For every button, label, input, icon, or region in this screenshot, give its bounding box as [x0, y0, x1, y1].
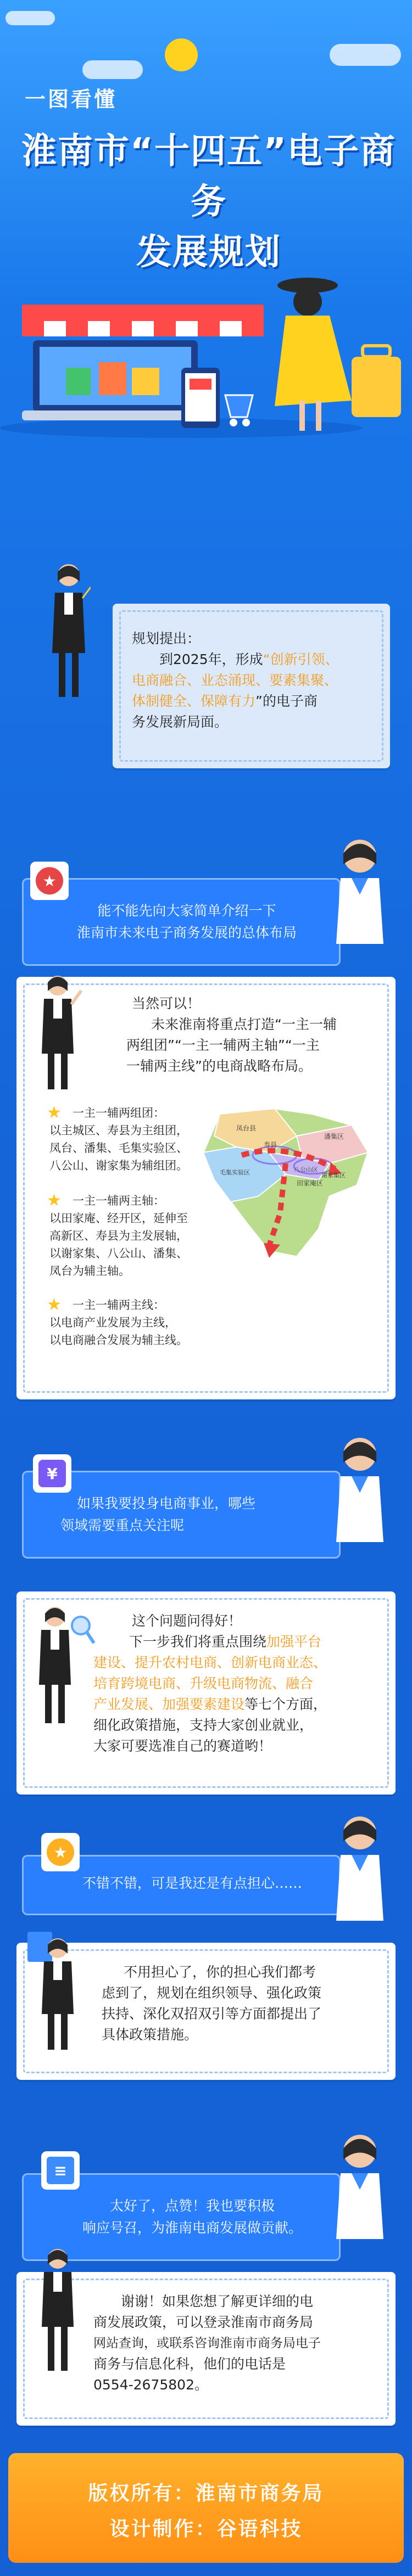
intro-line-3 [132, 691, 374, 712]
asker-woman-figure [330, 834, 390, 944]
a4-line-3: 网站查询，或联系咨询淮南市商务局电子 [93, 2336, 321, 2350]
intro-label: 规划提出： [132, 631, 201, 646]
asker-woman-figure [330, 1811, 390, 1921]
a4-line-4: 商务与信息化科，他们的电话是 [93, 2356, 286, 2372]
a3-line-1: 不用担心了，你的担心我们都考 [124, 1964, 316, 1980]
question-text-4 [55, 2195, 330, 2239]
layout-group-1 [49, 1104, 192, 1174]
star-icon: ★ [36, 867, 63, 895]
cloud-icon [82, 60, 143, 79]
map-label-bagongshan: 八公山区 [294, 1166, 318, 1173]
presenter-woman-figure [22, 1915, 82, 2052]
question-text-2 [55, 1493, 319, 1537]
hero-banner [0, 0, 412, 439]
b3-line-2: 以电商融合发展为辅主线。 [49, 1334, 188, 1347]
yuan-icon: ¥ [38, 1460, 66, 1487]
layout-group-3 [49, 1296, 192, 1349]
subtitle: 一图看懂 [25, 87, 118, 111]
a1-line-1: 当然可以！ [132, 995, 201, 1011]
cloud-icon [330, 44, 401, 66]
a2-line-2a: 下一步我们将重点围绕 [129, 1634, 267, 1650]
star-icon: ★ [47, 1103, 62, 1122]
b2-line-4: 凤台为辅主轴。 [49, 1264, 130, 1278]
intro-highlight-3: 体制健全、保障有力 [132, 693, 256, 709]
question-icon-4 [41, 2151, 80, 2190]
b3-title: 一主一辅两主线： [73, 1298, 165, 1312]
b1-line-1: 以主城区、寿县为主组团， [49, 1124, 188, 1137]
b1-line-2: 凤台、潘集、毛集实验区、 [49, 1141, 188, 1155]
title-line-2: 发展规划 [136, 232, 281, 273]
map-label-shouxian: 寿县 [264, 1141, 277, 1149]
huainan-map [187, 1103, 390, 1262]
medal-icon: ★ [47, 1838, 74, 1866]
layout-group-2 [49, 1192, 192, 1280]
a2-line-6: 细化政策措施，支持大家创业就业， [93, 1717, 314, 1733]
a3-line-2: 虑到了，规划在组织领导、强化政策 [102, 1985, 322, 2001]
footer-banner [8, 2453, 404, 2563]
star-icon: ★ [47, 1295, 62, 1314]
asker-woman-figure [330, 1432, 390, 1542]
intro-card [113, 604, 390, 768]
question-text-1 [49, 900, 324, 944]
b2-line-3: 以谢家集、八公山、潘集、 [49, 1247, 188, 1260]
intro-text [132, 628, 374, 733]
map-label-xiejiaji: 谢家集区 [321, 1172, 346, 1179]
a2-line-5b: 等七个方面， [244, 1696, 327, 1712]
q4-line-2: 响应号召，为淮南电商发展做贡献。 [82, 2220, 302, 2236]
contact-phone: 0554-2675802。 [93, 2377, 208, 2393]
asker-woman-figure [330, 2129, 390, 2239]
answer-text-3 [102, 1962, 382, 2045]
a3-line-3: 扶持、深化双招双引等方面都提出了 [102, 2006, 322, 2022]
q1-line-2: 淮南市未来电子商务发展的总体布局 [76, 925, 297, 941]
sun-icon [165, 38, 198, 71]
star-icon: ★ [47, 1191, 62, 1210]
presenter-woman-figure [33, 971, 82, 1092]
q2-line-1: 如果我要投身电商事业，哪些 [77, 1495, 256, 1511]
b1-line-3: 八公山、谢家集为辅组团。 [49, 1159, 188, 1172]
q4-line-1: 太好了，点赞！我也要积极 [109, 2198, 275, 2214]
intro-highlight-2: 电商融合、业态涌现、要素集聚、 [132, 672, 338, 688]
designer-credit: 设计制作：谷语科技 [109, 2518, 303, 2540]
presenter-woman-figure [47, 560, 91, 702]
q2-line-2: 领域需要重点关注呢 [60, 1517, 185, 1533]
b2-line-2: 高新区、寿县为主发展轴， [49, 1229, 188, 1242]
intro-line-1a: 到2025年，形成 [159, 651, 263, 667]
q1-line-1: 能不能先向大家简单介绍一下 [97, 903, 276, 919]
a1-line-3: 两组团”“一主一辅两主轴”“一主 [126, 1037, 320, 1053]
a2-line-5a: 产业发展、加强要素建设 [93, 1696, 245, 1712]
a4-line-1: 谢谢！如果您想了解更详细的电 [121, 2293, 314, 2309]
intro-line-1 [132, 649, 374, 670]
magnifier-icon [69, 1613, 96, 1646]
a4-line-2: 商发展政策，可以登录淮南市商务局 [93, 2314, 314, 2330]
presenter-woman-figure [33, 2245, 82, 2376]
title-line-1: 淮南市“十四五”电子商务 [21, 131, 397, 222]
question-text-3: 不错不错，可是我还是有点担心…… [82, 1875, 302, 1891]
page-title [16, 126, 401, 278]
answer-text-4 [93, 2291, 385, 2395]
a1-line-4: 一辅两主线”的电商战略布局。 [126, 1058, 312, 1074]
answer-text-1 [93, 993, 379, 1077]
intro-line-end: ”的电子商 [255, 693, 318, 709]
question-icon-1 [30, 862, 69, 900]
map-label-maoji: 毛集实验区 [220, 1169, 250, 1176]
b1-title: 一主一辅两组团： [73, 1106, 165, 1120]
b3-line-1: 以电商产业发展为主线， [49, 1316, 176, 1329]
map-label-tianjiaan: 田家庵区 [297, 1179, 324, 1187]
map-label-panji: 潘集区 [324, 1133, 344, 1140]
cloud-icon [5, 11, 55, 25]
intro-highlight-1: “创新引领、 [263, 651, 339, 667]
map-label-fengtai: 凤台县 [236, 1124, 257, 1132]
document-icon: ≡ [47, 2157, 74, 2184]
a2-line-4: 培育跨境电商、升级电商物流、融合 [93, 1675, 314, 1691]
a2-line-2b: 加强平台 [266, 1634, 322, 1650]
a2-line-1: 这个问题问得好！ [132, 1613, 242, 1629]
b2-line-1: 以田家庵、经开区，延伸至 [49, 1212, 188, 1225]
question-icon-3 [41, 1833, 80, 1871]
intro-line-last: 务发展新局面。 [132, 714, 229, 730]
a1-line-2: 未来淮南将重点打造“一主一辅 [151, 1016, 337, 1032]
copyright-text: 版权所有：淮南市商务局 [88, 2482, 324, 2505]
answer-text-2 [93, 1611, 385, 1757]
a2-line-7: 大家可要选准自己的赛道哟！ [93, 1738, 272, 1754]
b2-title: 一主一辅两主轴： [73, 1194, 165, 1207]
question-icon-2 [33, 1454, 71, 1493]
a3-line-4: 具体政策措施。 [102, 2027, 198, 2043]
a2-line-3: 建设、提升农村电商、创新电商业态、 [93, 1655, 327, 1671]
ecommerce-illustration [0, 274, 412, 439]
